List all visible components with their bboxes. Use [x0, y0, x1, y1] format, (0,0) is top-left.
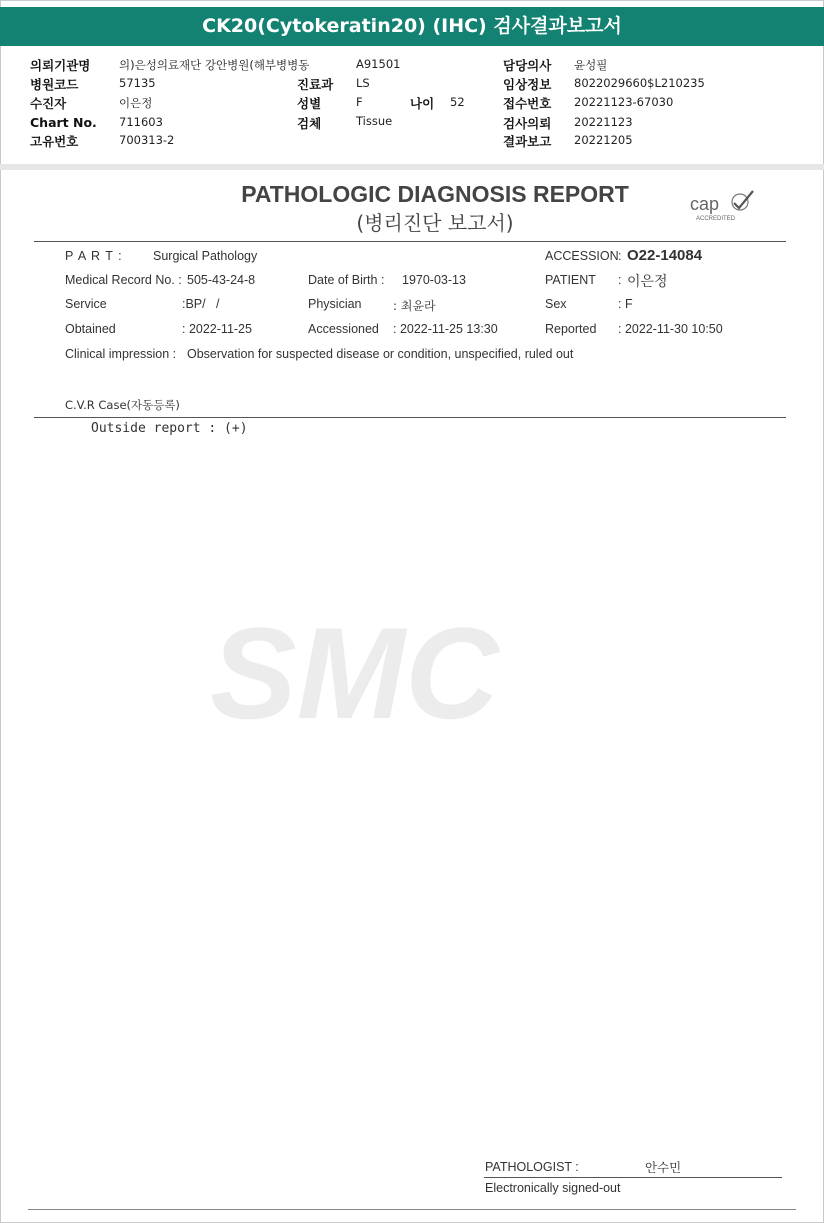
receipt-value: 20221123-67030: [574, 95, 674, 109]
patient-value-report: 이은정: [627, 274, 668, 290]
patient-label-report: PATIENT: [545, 273, 596, 287]
clinical-impression-label: Clinical impression :: [65, 347, 177, 361]
chart-value: 711603: [119, 115, 163, 129]
accessioned-label: Accessioned: [308, 322, 379, 336]
accession-label: ACCESSION: [545, 249, 619, 263]
clinical-impression-value: Observation for suspected disease or condition, unspecified, ruled out: [187, 347, 574, 361]
sex-label-report: Sex: [545, 297, 567, 311]
pathology-report-subtitle: (병리진단 보고서): [356, 211, 514, 235]
institution-label: 의뢰기관명: [30, 58, 91, 73]
smc-watermark-logo: [210, 618, 630, 728]
accession-value: O22-14084: [627, 247, 703, 264]
unique-label: 고유번호: [30, 134, 79, 149]
part-value: Surgical Pathology: [153, 249, 258, 263]
doctor-label: 담당의사: [503, 58, 552, 73]
request-label: 검사의뢰: [503, 116, 552, 131]
header-rule: [34, 241, 786, 242]
result-line: Outside report : (+): [91, 421, 248, 436]
reported-value: : 2022-11-30 10:50: [618, 322, 723, 336]
request-value: 20221123: [574, 115, 633, 129]
body-rule: [34, 417, 786, 418]
clinical-info-label: 임상정보: [503, 77, 552, 92]
dept-label: 진료과: [297, 77, 334, 92]
mrn-label: Medical Record No. :: [65, 273, 182, 287]
reported-label: Reported: [545, 322, 597, 336]
doctor-value: 윤성필: [574, 58, 608, 72]
sex-label: 성별: [297, 96, 322, 111]
age-label: 나이: [410, 96, 435, 111]
specimen-label: 검체: [297, 116, 322, 131]
patient-label: 수진자: [30, 96, 67, 111]
cap-accredited-logo: [690, 194, 736, 222]
cap-accredited-text: ACCREDITED: [696, 216, 736, 222]
cvr-case-label: C.V.R Case(자동등록): [65, 398, 180, 412]
age-value: 52: [450, 95, 465, 109]
obtained-value: : 2022-11-25: [182, 322, 252, 336]
receipt-label: 접수번호: [503, 96, 552, 111]
pathology-report-title: PATHOLOGIC DIAGNOSIS REPORT: [241, 181, 629, 207]
dob-label: Date of Birth :: [308, 273, 385, 287]
hospital-code-value: 57135: [119, 76, 156, 90]
hospital-code-label: 병원코드: [30, 77, 79, 92]
chart-label: Chart No.: [30, 115, 97, 130]
result-value: 20221205: [574, 133, 633, 147]
sex-value-report: : F: [618, 297, 633, 311]
accessioned-value: : 2022-11-25 13:30: [393, 322, 498, 336]
institution-code: A91501: [356, 57, 401, 71]
physician-label: Physician: [308, 297, 362, 311]
cap-check-icon: [726, 188, 756, 214]
pathologist-label: PATHOLOGIST :: [485, 1160, 579, 1174]
dob-value: 1970-03-13: [402, 273, 466, 287]
obtained-label: Obtained: [65, 322, 116, 336]
result-label: 결과보고: [503, 134, 552, 149]
service-value: :BP/ /: [182, 297, 220, 311]
institution-value: 의)은성의료재단 강안병원(해부병병동: [119, 58, 310, 72]
dept-value: LS: [356, 76, 370, 90]
report-title-bar: CK20(Cytokeratin20) (IHC) 검사결과보고서: [0, 7, 824, 46]
specimen-value: Tissue: [356, 114, 393, 128]
section-separator: [0, 164, 824, 170]
patient-value: 이은정: [119, 96, 153, 110]
signed-out-text: Electronically signed-out: [485, 1181, 621, 1195]
clinical-info-value: 8022029660$L210235: [574, 76, 705, 90]
cap-logo-text: cap: [690, 194, 720, 214]
service-label: Service: [65, 297, 107, 311]
physician-value: : 최윤라: [393, 299, 436, 313]
signature-rule: [484, 1177, 782, 1178]
unique-value: 700313-2: [119, 133, 175, 147]
pathologist-name: 안수민: [645, 1160, 682, 1175]
part-label: P A R T :: [65, 249, 123, 263]
mrn-value: 505-43-24-8: [187, 273, 256, 287]
sex-value: F: [356, 95, 363, 109]
footer-rule: [28, 1209, 796, 1210]
smc-watermark-text: SMC: [210, 618, 499, 728]
